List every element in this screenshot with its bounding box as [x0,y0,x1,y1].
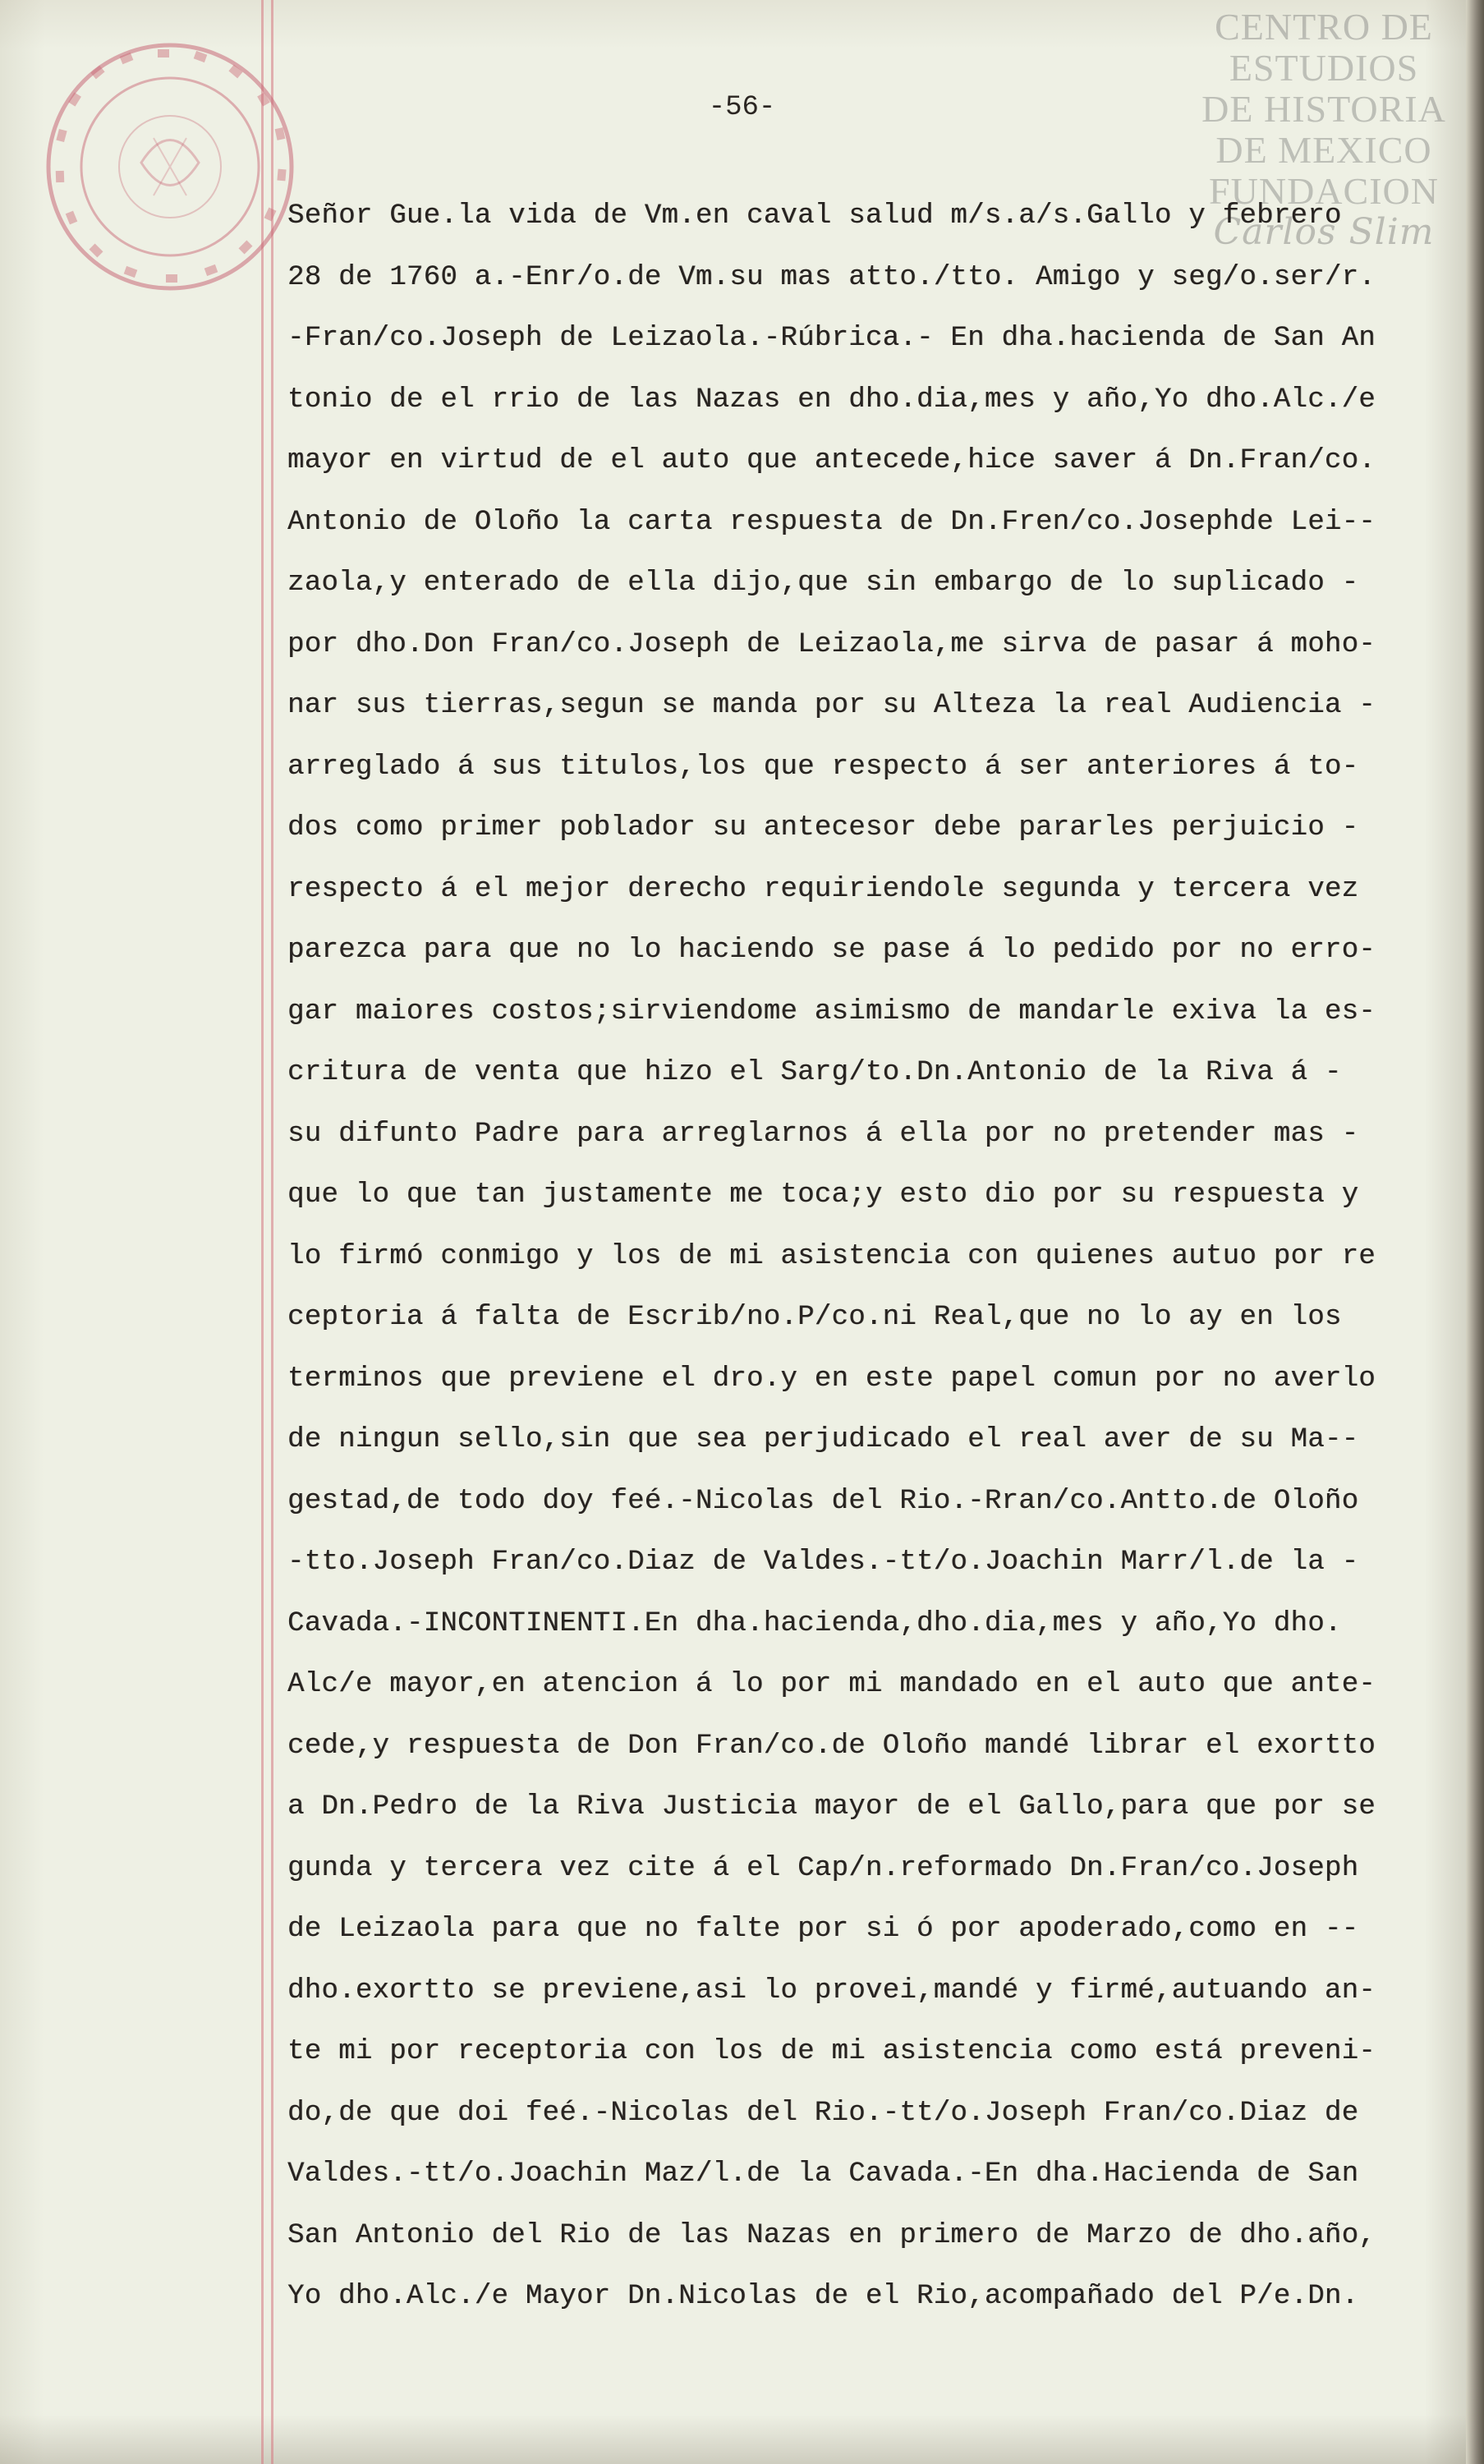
text-line: gestad,de todo doy feé.-Nicolas del Rio.-Rran/co.Antto.de Oloño [287,1485,1359,1517]
text-line: zaola,y enterado de ella dijo,que sin embargo de lo suplicado - [287,568,1359,599]
page-number: -56- [708,92,776,123]
text-line: Cavada.-INCONTINENTI.En dha.hacienda,dho.dia,mes y año,Yo dho. [287,1607,1342,1639]
text-line: te mi por receptoria con los de mi asistencia como está preveni- [287,2036,1376,2067]
text-line: gunda y tercera vez cite á el Cap/n.reformado Dn.Fran/co.Joseph [287,1852,1359,1884]
watermark-line: CENTRO DE [1215,6,1433,48]
text-line: su difunto Padre para arreglarnos á ella por no pretender mas - [287,1118,1359,1150]
text-line: -tto.Joseph Fran/co.Diaz de Valdes.-tt/o.Joachin Marr/l.de la - [287,1547,1359,1578]
watermark-line: DE HISTORIA [1201,88,1446,130]
margin-line-right [271,0,273,2464]
notary-seal-stamp [43,39,297,294]
watermark-line: FUNDACION [1209,170,1439,212]
typed-transcript [287,186,1470,2328]
watermark-signature: Carlos Slim [1213,211,1435,253]
text-line: que lo que tan justamente me toca;y esto dio por su respuesta y [287,1179,1359,1211]
text-line: gar maiores costos;sirviendome asimismo de mandarle exiva la es- [287,995,1376,1027]
text-line: a Dn.Pedro de la Riva Justicia mayor de el Gallo,para que por se [287,1791,1376,1823]
text-line: do,de que doi feé.-Nicolas del Rio.-tt/o.Joseph Fran/co.Diaz de [287,2097,1359,2129]
text-line: de ningun sello,sin que sea perjudicado el real aver de su Ma-- [287,1424,1359,1455]
margin-line-left [261,0,264,2464]
page-edge-shadow [1466,0,1484,2464]
text-line: tonio de el rrio de las Nazas en dho.dia,mes y año,Yo dho.Alc./e [287,384,1376,416]
text-line: San Antonio del Rio de las Nazas en primero de Marzo de dho.año, [287,2219,1376,2251]
text-line: critura de venta que hizo el Sarg/to.Dn.Antonio de la Riva á - [287,1057,1342,1088]
text-line: terminos que previene el dro.y en este papel comun por no averlo [287,1363,1376,1395]
text-line: Yo dho.Alc./e Mayor Dn.Nicolas de el Rio,acompañado del P/e.Dn. [287,2281,1359,2312]
text-line: dho.exortto se previene,asi lo provei,mandé y firmé,autuando an- [287,1974,1376,2007]
text-line: parezca para que no lo haciendo se pase á lo pedido por no erro- [287,935,1376,966]
watermark-line: ESTUDIOS [1229,47,1419,89]
text-line: Antonio de Oloño la carta respuesta de Dn.Fren/co.Josephde Lei-- [287,506,1376,538]
text-line: respecto á el mejor derecho requiriendole segunda y tercera vez [287,873,1359,905]
watermark-line: DE MEXICO [1215,129,1432,171]
text-line: 28 de 1760 a.-Enr/o.de Vm.su mas atto./tto. Amigo y seg/o.ser/r. [287,261,1376,293]
text-line: de Leizaola para que no falte por si ó por apoderado,como en -- [287,1914,1359,1945]
text-line: Alc/e mayor,en atencion á lo por mi mandado en el auto que ante- [287,1669,1376,1700]
text-line: mayor en virtud de el auto que antecede,hice saver á Dn.Fran/co. [287,445,1376,476]
text-line: Señor Gue.la vida de Vm.en caval salud m/s.a/s.Gallo y febrero [287,200,1342,232]
text-line: arreglado á sus titulos,los que respecto á ser anteriores á to- [287,751,1359,783]
text-line: cede,y respuesta de Don Fran/co.de Oloño mandé librar el exortto [287,1730,1376,1762]
text-line: dos como primer poblador su antecesor debe pararles perjuicio - [287,812,1359,844]
text-line: Valdes.-tt/o.Joachin Maz/l.de la Cavada.-En dha.Hacienda de San [287,2158,1359,2190]
text-line: nar sus tierras,segun se manda por su Alteza la real Audiencia - [287,690,1376,721]
text-line: -Fran/co.Joseph de Leizaola.-Rúbrica.- En dha.hacienda de San An [287,323,1376,354]
text-line: por dho.Don Fran/co.Joseph de Leizaola,me sirva de pasar á moho- [287,628,1376,660]
text-line: lo firmó conmigo y los de mi asistencia con quienes autuo por re [287,1240,1376,1272]
text-line: ceptoria á falta de Escrib/no.P/co.ni Real,que no lo ay en los [287,1302,1342,1333]
